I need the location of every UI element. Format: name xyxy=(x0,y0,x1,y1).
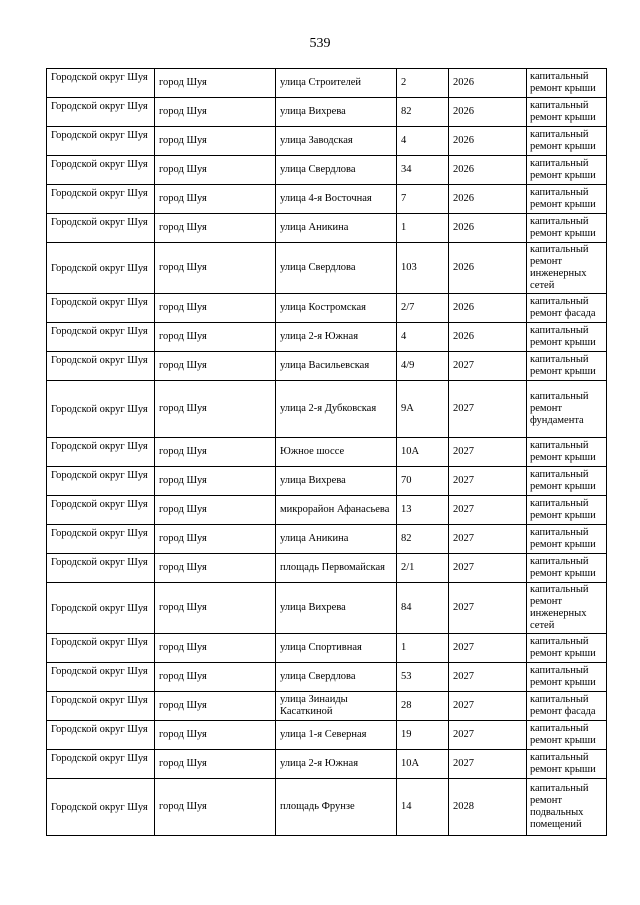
street-cell: улица Костромская xyxy=(276,294,397,323)
work-type-cell: капитальный ремонт крыши xyxy=(527,496,607,525)
house-cell: 13 xyxy=(397,496,449,525)
house-cell: 2/7 xyxy=(397,294,449,323)
year-cell: 2026 xyxy=(449,214,527,243)
district-cell: Городской округ Шуя xyxy=(47,583,155,634)
district-cell: Городской округ Шуя xyxy=(47,352,155,381)
table-row xyxy=(47,98,607,127)
year-cell: 2027 xyxy=(449,583,527,634)
work-type-cell: капитальный ремонт крыши xyxy=(527,156,607,185)
house-cell: 1 xyxy=(397,634,449,663)
work-type-cell: капитальный ремонт фасада xyxy=(527,294,607,323)
table-row xyxy=(47,69,607,98)
repair-schedule-table xyxy=(46,68,607,836)
district-cell: Городской округ Шуя xyxy=(47,496,155,525)
work-type-cell: капитальный ремонт крыши xyxy=(527,352,607,381)
year-cell: 2027 xyxy=(449,692,527,721)
district-cell: Городской округ Шуя xyxy=(47,156,155,185)
work-type-cell: капитальный ремонт подвальных помещений xyxy=(527,779,607,836)
year-cell: 2027 xyxy=(449,381,527,438)
table-row xyxy=(47,779,607,836)
house-cell: 28 xyxy=(397,692,449,721)
city-cell: город Шуя xyxy=(155,127,276,156)
house-cell: 9А xyxy=(397,381,449,438)
city-cell: город Шуя xyxy=(155,634,276,663)
year-cell: 2027 xyxy=(449,554,527,583)
city-cell: город Шуя xyxy=(155,779,276,836)
city-cell: город Шуя xyxy=(155,352,276,381)
year-cell: 2026 xyxy=(449,69,527,98)
street-cell: улица Васильевская xyxy=(276,352,397,381)
street-cell: улица 2-я Южная xyxy=(276,750,397,779)
table-row xyxy=(47,634,607,663)
work-type-cell: капитальный ремонт крыши xyxy=(527,554,607,583)
district-cell: Городской округ Шуя xyxy=(47,779,155,836)
table-row xyxy=(47,496,607,525)
table-row xyxy=(47,323,607,352)
district-cell: Городской округ Шуя xyxy=(47,663,155,692)
year-cell: 2027 xyxy=(449,438,527,467)
city-cell: город Шуя xyxy=(155,692,276,721)
house-cell: 10А xyxy=(397,438,449,467)
work-type-cell: капитальный ремонт крыши xyxy=(527,525,607,554)
district-cell: Городской округ Шуя xyxy=(47,294,155,323)
year-cell: 2027 xyxy=(449,750,527,779)
house-cell: 10А xyxy=(397,750,449,779)
house-cell: 82 xyxy=(397,98,449,127)
year-cell: 2027 xyxy=(449,634,527,663)
table-row xyxy=(47,438,607,467)
house-cell: 19 xyxy=(397,721,449,750)
year-cell: 2026 xyxy=(449,156,527,185)
street-cell: улица Строителей xyxy=(276,69,397,98)
house-cell: 7 xyxy=(397,185,449,214)
city-cell: город Шуя xyxy=(155,243,276,294)
district-cell: Городской округ Шуя xyxy=(47,634,155,663)
street-cell: Южное шоссе xyxy=(276,438,397,467)
street-cell: улица Зинаиды Касаткиной xyxy=(276,692,397,721)
work-type-cell: капитальный ремонт инженерных сетей xyxy=(527,583,607,634)
city-cell: город Шуя xyxy=(155,750,276,779)
district-cell: Городской округ Шуя xyxy=(47,438,155,467)
city-cell: город Шуя xyxy=(155,156,276,185)
work-type-cell: капитальный ремонт крыши xyxy=(527,634,607,663)
year-cell: 2027 xyxy=(449,721,527,750)
district-cell: Городской округ Шуя xyxy=(47,467,155,496)
work-type-cell: капитальный ремонт инженерных сетей xyxy=(527,243,607,294)
street-cell: улица Аникина xyxy=(276,214,397,243)
district-cell: Городской округ Шуя xyxy=(47,69,155,98)
district-cell: Городской округ Шуя xyxy=(47,554,155,583)
work-type-cell: капитальный ремонт крыши xyxy=(527,323,607,352)
street-cell: улица Спортивная xyxy=(276,634,397,663)
table-row xyxy=(47,185,607,214)
year-cell: 2028 xyxy=(449,779,527,836)
table-row xyxy=(47,750,607,779)
city-cell: город Шуя xyxy=(155,467,276,496)
year-cell: 2027 xyxy=(449,496,527,525)
table-row xyxy=(47,525,607,554)
year-cell: 2026 xyxy=(449,98,527,127)
table-row xyxy=(47,692,607,721)
street-cell: улица 2-я Южная xyxy=(276,323,397,352)
district-cell: Городской округ Шуя xyxy=(47,692,155,721)
district-cell: Городской округ Шуя xyxy=(47,214,155,243)
street-cell: улица Свердлова xyxy=(276,243,397,294)
district-cell: Городской округ Шуя xyxy=(47,525,155,554)
year-cell: 2026 xyxy=(449,185,527,214)
work-type-cell: капитальный ремонт крыши xyxy=(527,663,607,692)
district-cell: Городской округ Шуя xyxy=(47,721,155,750)
city-cell: город Шуя xyxy=(155,185,276,214)
house-cell: 4/9 xyxy=(397,352,449,381)
year-cell: 2026 xyxy=(449,127,527,156)
work-type-cell: капитальный ремонт крыши xyxy=(527,438,607,467)
work-type-cell: капитальный ремонт крыши xyxy=(527,721,607,750)
district-cell: Городской округ Шуя xyxy=(47,185,155,214)
table-row xyxy=(47,583,607,634)
street-cell: улица 1-я Северная xyxy=(276,721,397,750)
city-cell: город Шуя xyxy=(155,98,276,127)
table-row xyxy=(47,214,607,243)
street-cell: улица Аникина xyxy=(276,525,397,554)
street-cell: площадь Первомайская xyxy=(276,554,397,583)
table-row xyxy=(47,467,607,496)
street-cell: улица Вихрева xyxy=(276,98,397,127)
year-cell: 2027 xyxy=(449,525,527,554)
year-cell: 2026 xyxy=(449,294,527,323)
year-cell: 2026 xyxy=(449,243,527,294)
city-cell: город Шуя xyxy=(155,663,276,692)
work-type-cell: капитальный ремонт фундамента xyxy=(527,381,607,438)
table-row xyxy=(47,127,607,156)
year-cell: 2027 xyxy=(449,663,527,692)
house-cell: 2 xyxy=(397,69,449,98)
house-cell: 2/1 xyxy=(397,554,449,583)
house-cell: 82 xyxy=(397,525,449,554)
table-row xyxy=(47,243,607,294)
work-type-cell: капитальный ремонт крыши xyxy=(527,750,607,779)
table-row xyxy=(47,554,607,583)
house-cell: 103 xyxy=(397,243,449,294)
work-type-cell: капитальный ремонт фасада xyxy=(527,692,607,721)
table-row xyxy=(47,294,607,323)
work-type-cell: капитальный ремонт крыши xyxy=(527,214,607,243)
city-cell: город Шуя xyxy=(155,214,276,243)
house-cell: 4 xyxy=(397,127,449,156)
city-cell: город Шуя xyxy=(155,554,276,583)
house-cell: 84 xyxy=(397,583,449,634)
house-cell: 53 xyxy=(397,663,449,692)
street-cell: улица Вихрева xyxy=(276,467,397,496)
year-cell: 2027 xyxy=(449,467,527,496)
street-cell: улица 2-я Дубковская xyxy=(276,381,397,438)
year-cell: 2027 xyxy=(449,352,527,381)
table-row xyxy=(47,352,607,381)
city-cell: город Шуя xyxy=(155,721,276,750)
house-cell: 4 xyxy=(397,323,449,352)
district-cell: Городской округ Шуя xyxy=(47,127,155,156)
city-cell: город Шуя xyxy=(155,496,276,525)
work-type-cell: капитальный ремонт крыши xyxy=(527,127,607,156)
city-cell: город Шуя xyxy=(155,69,276,98)
table-row xyxy=(47,156,607,185)
table-row xyxy=(47,381,607,438)
table-row xyxy=(47,663,607,692)
street-cell: улица 4-я Восточная xyxy=(276,185,397,214)
district-cell: Городской округ Шуя xyxy=(47,323,155,352)
work-type-cell: капитальный ремонт крыши xyxy=(527,185,607,214)
street-cell: площадь Фрунзе xyxy=(276,779,397,836)
district-cell: Городской округ Шуя xyxy=(47,381,155,438)
city-cell: город Шуя xyxy=(155,438,276,467)
work-type-cell: капитальный ремонт крыши xyxy=(527,69,607,98)
street-cell: микрорайон Афанасьева xyxy=(276,496,397,525)
house-cell: 34 xyxy=(397,156,449,185)
city-cell: город Шуя xyxy=(155,525,276,554)
house-cell: 1 xyxy=(397,214,449,243)
house-cell: 70 xyxy=(397,467,449,496)
year-cell: 2026 xyxy=(449,323,527,352)
city-cell: город Шуя xyxy=(155,294,276,323)
city-cell: город Шуя xyxy=(155,583,276,634)
district-cell: Городской округ Шуя xyxy=(47,243,155,294)
district-cell: Городской округ Шуя xyxy=(47,98,155,127)
street-cell: улица Свердлова xyxy=(276,663,397,692)
street-cell: улица Вихрева xyxy=(276,583,397,634)
work-type-cell: капитальный ремонт крыши xyxy=(527,98,607,127)
city-cell: город Шуя xyxy=(155,381,276,438)
house-cell: 14 xyxy=(397,779,449,836)
table-row xyxy=(47,721,607,750)
city-cell: город Шуя xyxy=(155,323,276,352)
street-cell: улица Заводская xyxy=(276,127,397,156)
work-type-cell: капитальный ремонт крыши xyxy=(527,467,607,496)
district-cell: Городской округ Шуя xyxy=(47,750,155,779)
street-cell: улица Свердлова xyxy=(276,156,397,185)
page-number: 539 xyxy=(309,36,331,51)
